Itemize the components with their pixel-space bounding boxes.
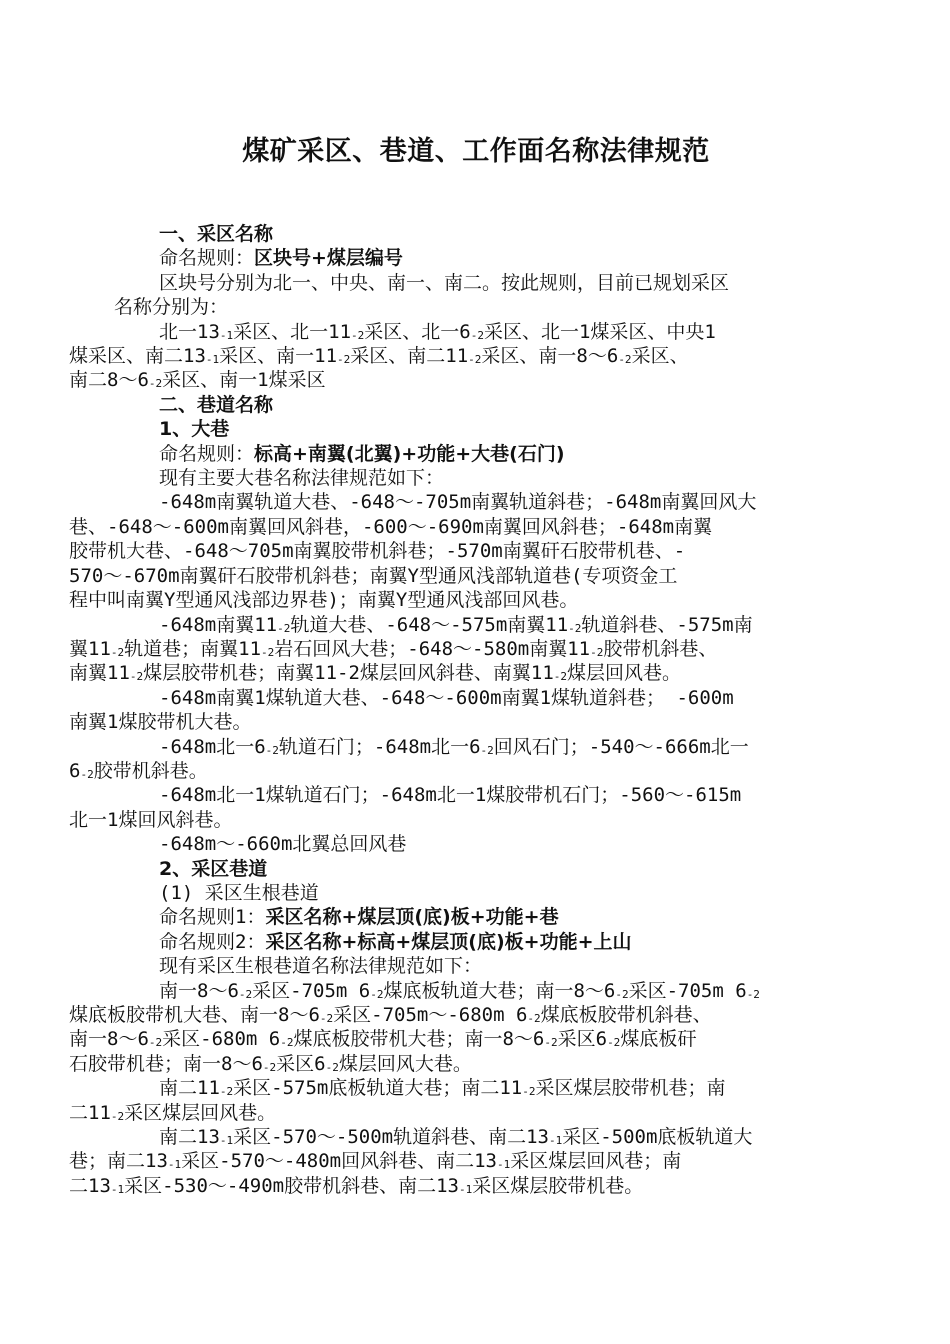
document-title: 煤矿采区、巷道、工作面名称法律规范 (242, 136, 710, 167)
paragraph: -648m～-660m北翼总回风巷 (159, 833, 407, 856)
paragraph: 南二$13_{-1}$采区-570～-500m轨道斜巷、南二$13_{-1}$采区-500m底板轨道大 巷；南二$13_{-1}$采区-570～-480m回风斜巷、南二$13_{-1}$采区煤层回风巷；南 二$13_{-1}$采区-530～-490m胶带机斜巷、南二$13_{-1}$采区煤层胶带机巷。 (69, 1126, 753, 1197)
rule-value: 区块号+煤层编号 (254, 247, 403, 270)
paragraph: -648m北一$6_{-2}$轨道石门；-648m北一$6_{-2}$回风石门；-540～-666m北一 $6_{-2}$胶带机斜巷。 (69, 735, 749, 782)
section-heading: 二、巷道名称 (159, 393, 274, 416)
naming-rule (114, 246, 838, 270)
paragraph: 北一$13_{-1}$采区、北一$11_{-2}$采区、北一$6_{-2}$采区、北一1煤采区、中央1 煤采区、南二$13_{-1}$采区、南一$11_{-2}$采区、南二$11_{-2}$采区、南一$8\sim 6_{-2}$采区、 南二$8\sim 6_{-2}$采区、南一1煤采区 (69, 320, 716, 392)
document-body (69, 222, 838, 1198)
naming-rule (114, 442, 838, 466)
naming-rule (114, 905, 838, 929)
section-heading: 一、采区名称 (159, 223, 274, 245)
paragraph: -648m南翼1煤轨道大巷、-648～-600m南翼1煤轨道斜巷； -600m 南翼1煤胶带机大巷。 (69, 686, 734, 734)
rule-value: 采区名称+煤层顶(底)板+功能+巷 (265, 906, 559, 929)
subsection-heading: 1、大巷 (159, 418, 230, 441)
paragraph: 现有采区生根巷道名称法律规范如下： (159, 955, 483, 978)
rule-label: 命名规则1： (159, 906, 266, 929)
paragraph: 南一$8\sim 6_{-2}$采区-705m $6_{-2}$煤底板轨道大巷；南一$8\sim 6_{-2}$采区-705m $6_{-2}$ 煤底板胶带机大巷、南一$8\sim 6_{-2}$采区-705m～-680m $6_{-2}$煤底板胶带机斜巷、 南一$8\sim 6_{-2}$采区-680m $6_{-2}$煤底板胶带机大巷；南一$8\sim 6_{-2}$采区$6_{-2}$煤底板矸 石胶带机巷；南一$8\sim 6_{-2}$采区$6_{-2}$煤层回风大巷。 (69, 979, 760, 1075)
paragraph: 区块号分别为北一、中央、南一、南二。按此规则，目前已规划采区 (159, 271, 730, 294)
rule-label: 命名规则2： (159, 930, 266, 953)
naming-rule (114, 930, 838, 954)
rule-label: 命名规则： (159, 442, 255, 465)
paragraph: -648m南翼轨道大巷、-648～-705m南翼轨道斜巷；-648m南翼回风大 巷、-648～-600m南翼回风斜巷，-600～-690m南翼回风斜巷；-648m南翼 胶带机大巷、-648～705m南翼胶带机斜巷；-570m南翼矸石胶带机巷、- 570～-670m南翼矸石胶带机斜巷；南翼Y型通风浅部轨道巷(专项资金工 程中叫南翼Y型通风浅部边界巷)；南翼Y型通风浅部回风巷。 (69, 491, 757, 612)
paragraph: 南二$11_{-2}$采区-575m底板轨道大巷；南二$11_{-2}$采区煤层胶带机巷；南 二$11_{-2}$采区煤层回风巷。 (69, 1077, 726, 1124)
list-item: (1) 采区生根巷道 (159, 881, 319, 904)
paragraph: -648m北一1煤轨道石门；-648m北一1煤胶带机石门；-560～-615m 北一1煤回风斜巷。 (69, 784, 742, 831)
rule-label: 命名规则： (159, 247, 255, 270)
paragraph: -648m南翼$11_{-2}$轨道大巷、-648～-575m南翼$11_{-2}$轨道斜巷、-575m南 翼$11_{-2}$轨道巷；南翼$11_{-2}$岩石回风大巷；-648～-580m南翼$11_{-2}$胶带机斜巷、 南翼$11_{-2}$煤层胶带机巷；南翼11-2煤层回风斜巷、南翼$11_{-2}$煤层回风巷。 (69, 613, 753, 685)
rule-value: 标高+南翼(北翼)+功能+大巷(石门) (254, 442, 565, 465)
paragraph: 名称分别为： (114, 296, 229, 319)
subsection-heading: 2、采区巷道 (159, 857, 268, 880)
rule-value: 采区名称+标高+煤层顶(底)板+功能+上山 (265, 930, 632, 953)
paragraph: 现有主要大巷名称法律规范如下： (159, 467, 445, 490)
